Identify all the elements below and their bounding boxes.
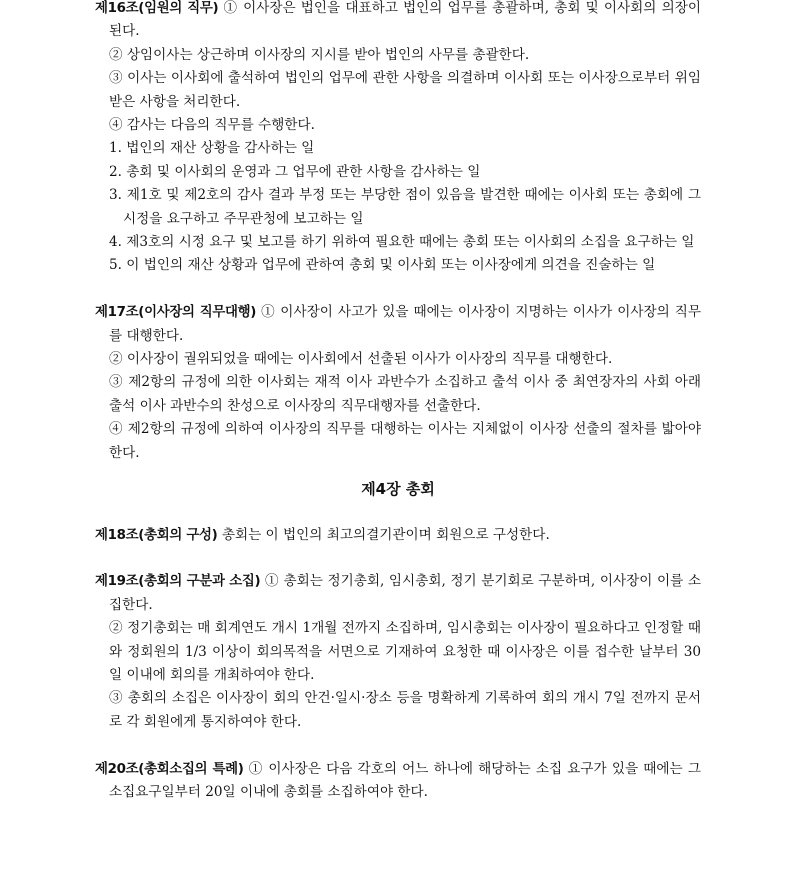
article-20-paragraph-1: [95, 758, 701, 805]
article-20-paragraph-1-text: ① 이사장은 다음 각호의 어느 하나에 해당하는 소집 요구가 있을 때에는 그 소집요구일부터 20일 이내에 총회를 소집하여야 한다.: [109, 760, 701, 800]
article-16-paragraph-2: ② 상임이사는 상근하며 이사장의 지시를 받아 법인의 사무를 총괄한다.: [109, 46, 530, 63]
article-20: [95, 758, 701, 805]
section-gap: [95, 734, 701, 757]
article-19-paragraph-1: [95, 570, 701, 617]
document-page: [95, 0, 701, 804]
article-16: [95, 0, 701, 278]
article-17-paragraph-4: ④ 제2항의 규정에 의하여 이사장의 직무를 대행하는 이사는 지체없이 이사장 선출의 절차를 밟아야 한다.: [109, 421, 701, 461]
article-16-item-4: 4. 제3호의 시정 요구 및 보고를 하기 위하여 필요한 때에는 총회 또는 이사회의 소집을 요구하는 일: [109, 234, 695, 251]
article-18-paragraph-1-text: 총회는 이 법인의 최고의결기관이며 회원으로 구성한다.: [221, 526, 550, 543]
article-16-paragraph-1-text: ① 이사장은 법인을 대표하고 법인의 업무를 총괄하며, 총회 및 이사회의 의장이 된다.: [109, 0, 701, 40]
article-16-paragraph-3: ③ 이사는 이사회에 출석하여 법인의 업무에 관한 사항을 의결하며 이사회 또는 이사장으로부터 위임받은 사항을 처리한다.: [109, 70, 701, 110]
article-19-paragraph-2: ② 정기총회는 매 회계연도 개시 1개월 전까지 소집하며, 임시총회는 이사장이 필요하다고 인정할 때와 정회원의 1/3 이상이 회의목적을 서면으로 기재하여 요청한 때 이사장은 이를 접수한 날부터 30일 이내에 회의를 개최하여야 한다.: [109, 620, 701, 683]
article-18: [95, 524, 701, 547]
article-18-heading: 제18조(총회의 구성): [95, 527, 218, 543]
article-16-item-1: 1. 법인의 재산 상황을 감사하는 일: [109, 140, 315, 157]
article-19: [95, 570, 701, 734]
article-16-heading: 제16조(임원의 직무): [95, 1, 219, 16]
article-16-paragraph-4: ④ 감사는 다음의 직무를 수행한다.: [109, 117, 315, 134]
section-gap: [95, 547, 701, 570]
article-19-paragraph-1-text: ① 총회는 정기총회, 임시총회, 정기 분기회로 구분하며, 이사장이 이를 소집한다.: [109, 573, 701, 613]
article-19-heading: 제19조(총회의 구분과 소집): [95, 574, 261, 590]
article-20-heading: 제20조(총회소집의 특례): [95, 761, 244, 777]
article-18-paragraph-1: [95, 524, 701, 547]
article-17-heading: 제17조(이사장의 직무대행): [95, 305, 257, 321]
article-17-paragraph-1: [95, 301, 701, 348]
article-16-item-3: 3. 제1호 및 제2호의 감사 결과 부정 또는 부당한 점이 있음을 발견한 때에는 이사회 또는 총회에 그 시정을 요구하고 주무관청에 보고하는 일: [109, 187, 701, 227]
article-16-item-2: 2. 총회 및 이사회의 운영과 그 업무에 관한 사항을 감사하는 일: [109, 163, 481, 180]
article-16-paragraph-1: [95, 0, 701, 44]
article-19-paragraph-3: ③ 총회의 소집은 이사장이 회의 안건·일시·장소 등을 명확하게 기록하여 회의 개시 7일 전까지 문서로 각 회원에게 통지하여야 한다.: [109, 690, 701, 730]
article-17: [95, 301, 701, 465]
article-16-item-5: 5. 이 법인의 재산 상황과 업무에 관하여 총회 및 이사회 또는 이사장에게 의견을 진술하는 일: [109, 257, 656, 274]
article-17-paragraph-2: ② 이사장이 궐위되었을 때에는 이사회에서 선출된 이사가 이사장의 직무를 대행한다.: [109, 351, 613, 368]
article-17-paragraph-1-text: ① 이사장이 사고가 있을 때에는 이사장이 지명하는 이사가 이사장의 직무를 대행한다.: [109, 304, 702, 344]
chapter-4-title: 제4장 총회: [361, 480, 435, 499]
section-gap: [95, 278, 701, 301]
article-17-paragraph-3: ③ 제2항의 규정에 의한 이사회는 재적 이사 과반수가 소집하고 출석 이사 중 최연장자의 사회 아래 출석 이사 과반수의 찬성으로 이사장의 직무대행자를 선출한다.: [109, 374, 701, 414]
